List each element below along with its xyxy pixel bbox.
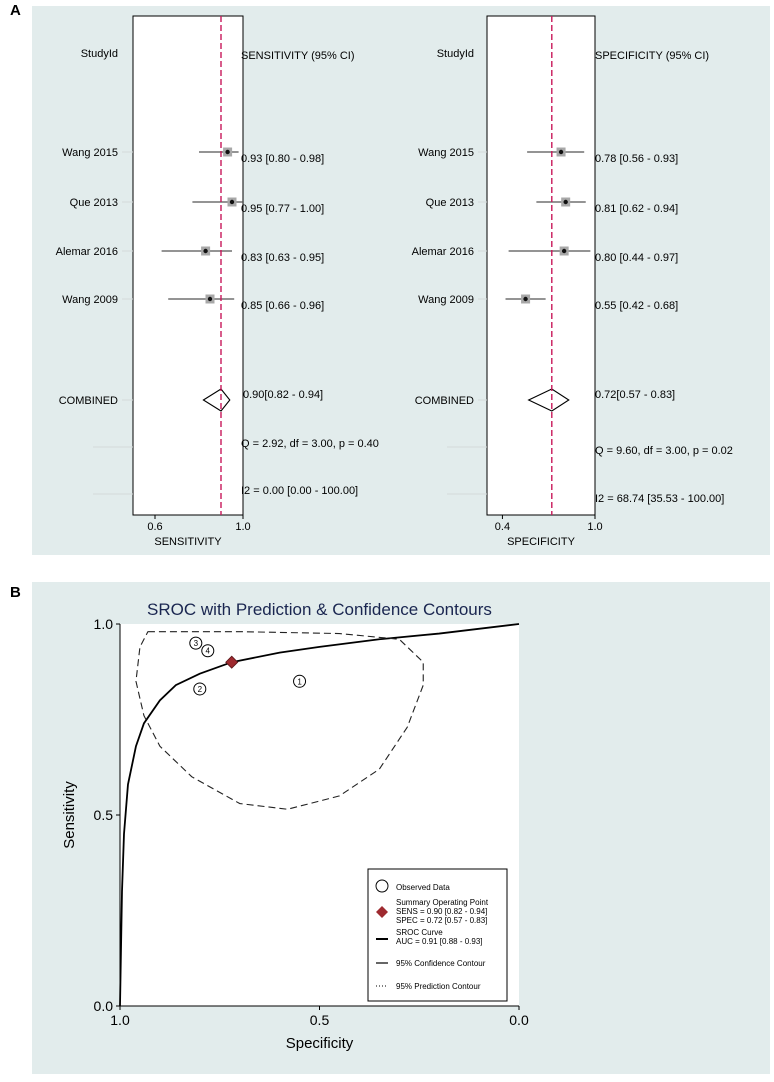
study-name: Wang 2009 — [418, 294, 474, 306]
legend-prediction-label: 95% Prediction Contour — [396, 982, 481, 991]
study-name: Que 2013 — [425, 197, 474, 209]
y-tick-label: 0.5 — [93, 807, 113, 823]
sroc-panel — [32, 582, 770, 1074]
forest-plot-area-0 — [133, 16, 243, 515]
y-tick-label: 0.0 — [93, 998, 113, 1014]
ci-header: SPECIFICITY (95% CI) — [595, 50, 710, 62]
x-tick-label: 1.0 — [587, 521, 603, 533]
heterogeneity-q: Q = 2.92, df = 3.00, p = 0.40 — [241, 438, 379, 450]
x-tick-label: 1.0 — [110, 1012, 130, 1028]
study-ci-label: 0.85 [0.66 - 0.96] — [241, 300, 325, 312]
study-point-estimate — [523, 297, 527, 301]
forest-plot-area-1 — [487, 16, 595, 515]
combined-label: COMBINED — [414, 395, 474, 407]
legend-summary-title: Summary Operating Point — [396, 898, 489, 907]
x-tick-label: 0.4 — [494, 521, 511, 533]
panel-b-label: B — [10, 584, 21, 601]
study-ci-label: 0.95 [0.77 - 1.00] — [241, 203, 325, 215]
combined-label: COMBINED — [58, 395, 118, 407]
observed-study-id: 4 — [205, 646, 211, 656]
study-ci-label: 0.81 [0.62 - 0.94] — [595, 203, 679, 215]
y-tick-label: 1.0 — [93, 616, 113, 632]
study-ci-label: 0.55 [0.42 - 0.68] — [595, 300, 679, 312]
x-tick-label: 0.0 — [509, 1012, 529, 1028]
legend-observed-marker — [376, 880, 388, 892]
study-name: Wang 2015 — [62, 147, 118, 159]
sroc-title: SROC with Prediction & Confidence Contours — [147, 600, 492, 619]
legend-confidence-label: 95% Confidence Contour — [396, 959, 486, 968]
x-tick-label: 0.6 — [147, 521, 163, 533]
study-point-estimate — [559, 150, 563, 154]
legend-observed-label: Observed Data — [396, 883, 450, 892]
heterogeneity-q: Q = 9.60, df = 3.00, p = 0.02 — [595, 445, 733, 457]
panel-a-label: A — [10, 2, 21, 19]
x-axis-label: SENSITIVITY — [154, 536, 222, 548]
observed-study-id: 3 — [193, 639, 199, 649]
legend-summary-sens: SENS = 0.90 [0.82 - 0.94] — [396, 907, 488, 916]
legend-curve-auc: AUC = 0.91 [0.88 - 0.93] — [396, 937, 483, 946]
y-axis-label: Sensitivity — [61, 781, 78, 849]
study-point-estimate — [230, 200, 234, 204]
heterogeneity-i2: I2 = 0.00 [0.00 - 100.00] — [241, 485, 359, 497]
study-point-estimate — [563, 200, 567, 204]
forest-plot-svg — [32, 6, 770, 555]
observed-study-id: 2 — [197, 684, 203, 694]
study-ci-label: 0.83 [0.63 - 0.95] — [241, 252, 325, 264]
study-name: Que 2013 — [69, 197, 118, 209]
study-ci-label: 0.93 [0.80 - 0.98] — [241, 153, 325, 165]
combined-ci-label: 0.72[0.57 - 0.83] — [595, 389, 676, 401]
x-axis-label: SPECIFICITY — [507, 536, 575, 548]
study-header: StudyId — [436, 48, 474, 60]
study-ci-label: 0.80 [0.44 - 0.97] — [595, 252, 679, 264]
observed-study-id: 1 — [297, 677, 302, 687]
study-name: Alemar 2016 — [411, 246, 474, 258]
x-axis-label: Specificity — [285, 1035, 354, 1052]
legend-curve-title: SROC Curve — [396, 928, 443, 937]
study-name: Alemar 2016 — [55, 246, 118, 258]
study-point-estimate — [562, 249, 566, 253]
study-name: Wang 2009 — [62, 294, 118, 306]
sroc-plot-svg — [32, 582, 770, 1074]
study-header: StudyId — [80, 48, 118, 60]
forest-plot-panel — [32, 6, 770, 555]
x-tick-label: 1.0 — [235, 521, 251, 533]
heterogeneity-i2: I2 = 68.74 [35.53 - 100.00] — [595, 493, 725, 505]
study-point-estimate — [208, 297, 212, 301]
study-point-estimate — [225, 150, 229, 154]
combined-ci-label: 0.90[0.82 - 0.94] — [243, 389, 324, 401]
study-ci-label: 0.78 [0.56 - 0.93] — [595, 153, 679, 165]
study-point-estimate — [203, 249, 207, 253]
x-tick-label: 0.5 — [309, 1012, 330, 1028]
study-name: Wang 2015 — [418, 147, 474, 159]
ci-header: SENSITIVITY (95% CI) — [241, 50, 355, 62]
legend-summary-spec: SPEC = 0.72 [0.57 - 0.83] — [396, 916, 488, 925]
